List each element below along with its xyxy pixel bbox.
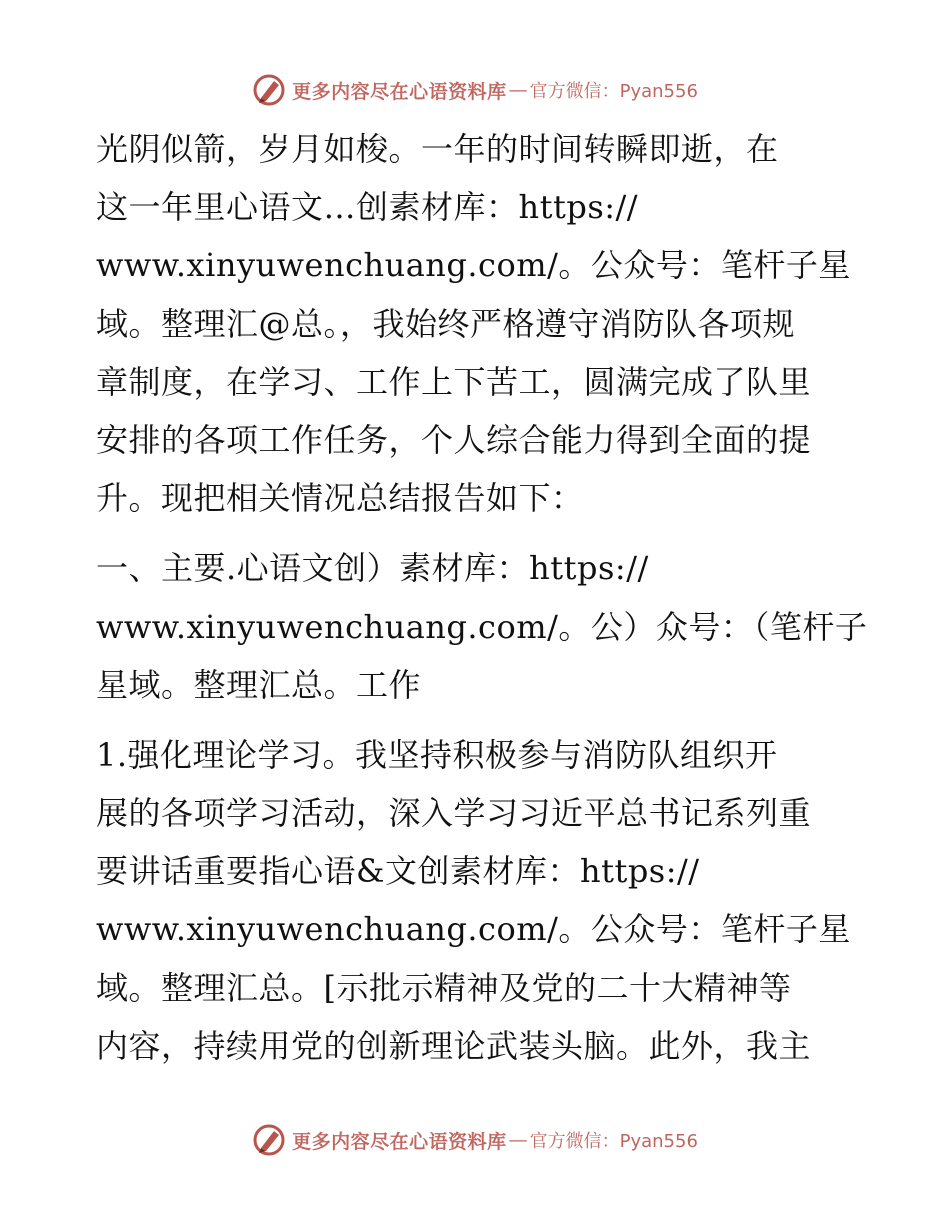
watermark-separator: — [508,1129,528,1151]
text-line: 1.强化理论学习。我坚持积极参与消防队组织开 [96,735,778,774]
footer-watermark [0,1120,950,1160]
watermark-wechat: 官方微信：Pyan556 [529,1131,698,1152]
text-line: 星域。整理汇总。工作 [96,665,422,704]
text-line: 域。整理汇@总。，我始终严格遵守消防队各项规 [96,304,796,343]
header-watermark [0,70,950,110]
pen-logo-icon [252,73,286,107]
text-line: 章制度，在学习、工作上下苦工，圆满完成了队里 [96,362,812,401]
text-line: 要讲话重要指心语&文创素材库：https:// [96,852,700,891]
paragraph-section-heading [96,539,868,714]
text-line: www.xinyuwenchuang.com/。公众号：笔杆子星 [96,910,851,949]
text-line: 升。现把相关情况总结报告如下： [96,479,584,518]
text-line: 这一年里心语文…创素材库：https:// [96,188,639,227]
watermark-wechat: 官方微信：Pyan556 [529,81,698,102]
watermark-separator: — [508,79,528,101]
text-line: 展的各项学习活动，深入学习习近平总书记系列重 [96,794,812,833]
text-line: 光阴似箭，岁月如梭。一年的时间转瞬即逝，在 [96,130,779,168]
text-line: 内容，持续用党的创新理论武装头脑。此外，我主 [96,1026,812,1065]
document-body [96,120,868,1075]
watermark-brand: 更多内容尽在心语资料库 [292,80,507,103]
watermark-brand: 更多内容尽在心语资料库 [292,1130,507,1153]
pen-logo-icon [252,1123,286,1157]
text-line: 安排的各项工作任务，个人综合能力得到全面的提 [96,420,812,459]
text-line: www.xinyuwenchuang.com/。公众号：笔杆子星 [96,246,851,285]
paragraph-intro [96,120,856,527]
text-line: 域。整理汇总。[示批示精神及党的二十大精神等 [96,968,792,1007]
text-line: www.xinyuwenchuang.com/。公）众号：（笔杆子 [96,607,868,646]
text-line: 一、主要.心语文创）素材库：https:// [96,549,649,588]
paragraph-item-1 [96,726,856,1075]
